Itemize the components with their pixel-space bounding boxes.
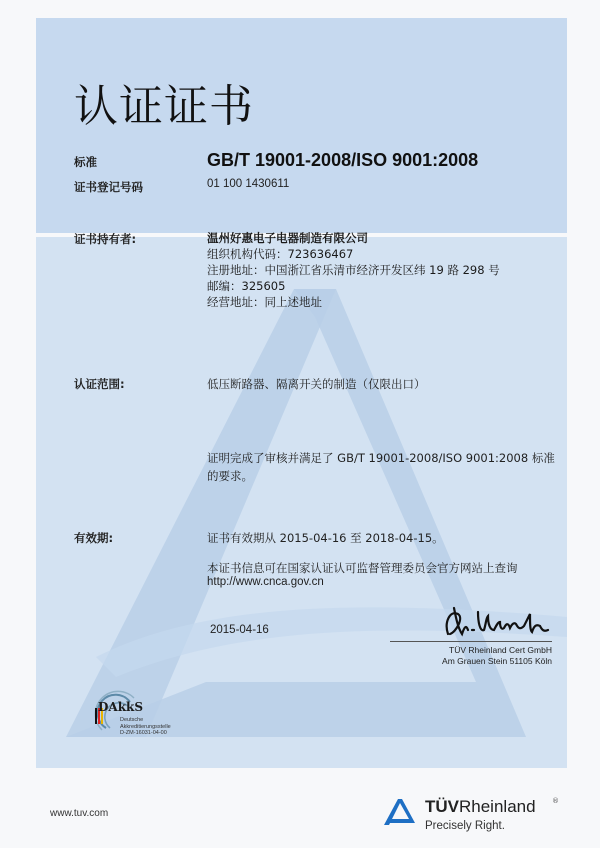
verification-url[interactable]: http://www.cnca.gov.cn bbox=[207, 576, 324, 588]
dakks-line-1: Deutsche bbox=[120, 717, 144, 723]
holder-postcode: 邮编：325605 bbox=[207, 279, 286, 293]
signature-icon bbox=[440, 600, 550, 642]
scope-label: 认证范围: bbox=[74, 377, 125, 391]
issuer-address bbox=[390, 645, 552, 667]
signature-line bbox=[390, 641, 552, 642]
holder-details bbox=[207, 230, 500, 310]
standard-label: 标准 bbox=[74, 155, 97, 169]
tuv-triangle-logo-icon bbox=[383, 797, 417, 827]
tuv-tagline: Precisely Right. bbox=[425, 820, 505, 832]
issue-date: 2015-04-16 bbox=[210, 624, 269, 636]
validity-label: 有效期: bbox=[74, 531, 114, 545]
validity-value: 证书有效期从 2015-04-16 至 2018-04-15。 bbox=[207, 531, 444, 545]
issuer-name: TÜV Rheinland Cert GmbH bbox=[449, 645, 552, 655]
registration-number: 01 100 1430611 bbox=[207, 178, 290, 190]
holder-label: 证书持有者: bbox=[74, 232, 137, 246]
registration-label: 证书登记号码 bbox=[74, 180, 143, 194]
dakks-name: DAkkS bbox=[98, 700, 144, 714]
holder-company: 温州好惠电子电器制造有限公司 bbox=[207, 231, 368, 245]
holder-reg-address: 注册地址：中国浙江省乐清市经济开发区纬 19 路 298 号 bbox=[207, 263, 500, 277]
registered-mark: ® bbox=[552, 797, 559, 805]
standard-value: GB/T 19001-2008/ISO 9001:2008 bbox=[207, 150, 479, 170]
issuer-street: Am Grauen Stein 51105 Köln bbox=[442, 656, 552, 666]
tuv-brand-bold: TÜV bbox=[425, 797, 459, 816]
dakks-line-2: Akkreditierungsstelle bbox=[120, 723, 171, 730]
holder-org-code: 组织机构代码：723636467 bbox=[207, 247, 354, 261]
dakks-line-3: D-ZM-16031-04-00 bbox=[120, 730, 167, 736]
statement-line-2: 的要求。 bbox=[207, 469, 253, 483]
certificate-title: 认证证书 bbox=[74, 81, 254, 132]
dakks-details bbox=[120, 717, 171, 737]
holder-business-address: 经营地址：同上述地址 bbox=[207, 295, 322, 309]
tuv-brand-name bbox=[425, 797, 536, 817]
scope-value: 低压断路器、隔离开关的制造（仅限出口） bbox=[207, 377, 426, 391]
tuv-brand-regular: Rheinland bbox=[459, 797, 536, 816]
statement-line-1: 证明完成了审核并满足了 GB/T 19001-2008/ISO 9001:2008 标准 bbox=[207, 451, 555, 465]
verification-text: 本证书信息可在国家认证认可监督管理委员会官方网站上查询 bbox=[207, 561, 518, 575]
footer-website-link[interactable]: www.tuv.com bbox=[50, 808, 109, 819]
